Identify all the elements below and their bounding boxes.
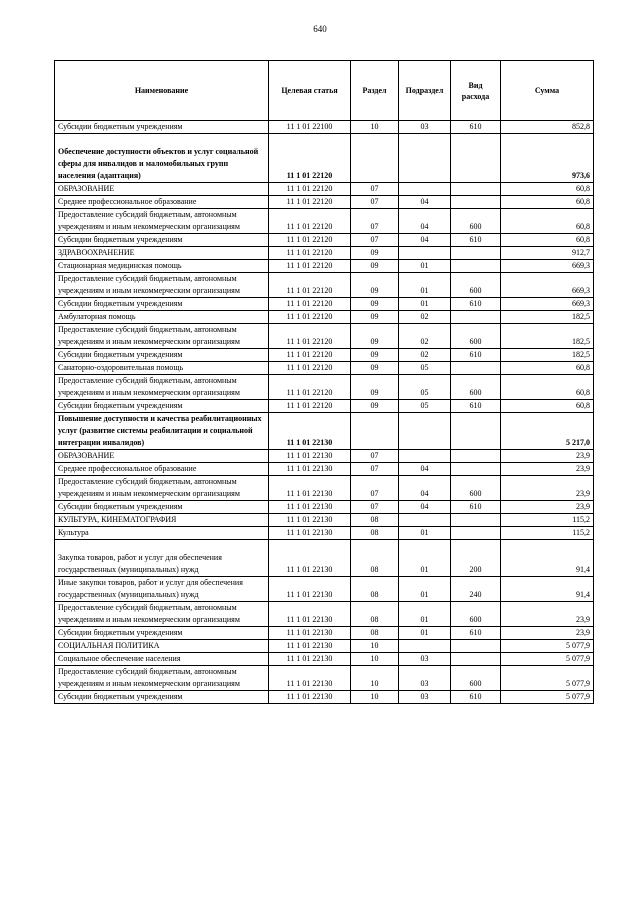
cell-subsection — [399, 640, 451, 653]
table-header-row — [55, 61, 594, 121]
cell-target-article: 11 1 01 22120 — [269, 183, 351, 196]
cell-sum: 23,9 — [501, 627, 594, 640]
cell-expense-type — [451, 463, 501, 476]
cell-section: 07 — [351, 476, 399, 501]
cell-target-article: 11 1 01 22120 — [269, 362, 351, 375]
cell-sum: 60,8 — [501, 400, 594, 413]
cell-subsection — [399, 134, 451, 183]
cell-expense-type: 610 — [451, 234, 501, 247]
cell-name: Предоставление субсидий бюджетным, автономным учреждениям и иным некоммерческим организациям — [55, 666, 269, 691]
cell-name: Санаторно-оздоровительная помощь — [55, 362, 269, 375]
table-row — [55, 640, 594, 653]
cell-expense-type — [451, 311, 501, 324]
table-row — [55, 463, 594, 476]
cell-expense-type — [451, 450, 501, 463]
cell-sum: 60,8 — [501, 362, 594, 375]
cell-name: Амбулаторная помощь — [55, 311, 269, 324]
cell-subsection — [399, 450, 451, 463]
cell-name: Стационарная медицинская помощь — [55, 260, 269, 273]
cell-target-article: 11 1 01 22130 — [269, 666, 351, 691]
cell-target-article: 11 1 01 22120 — [269, 273, 351, 298]
cell-target-article: 11 1 01 22130 — [269, 501, 351, 514]
cell-name: Субсидии бюджетным учреждениям — [55, 501, 269, 514]
table-row — [55, 413, 594, 450]
cell-sum: 60,8 — [501, 375, 594, 400]
cell-subsection: 02 — [399, 324, 451, 349]
cell-expense-type — [451, 362, 501, 375]
header-target-article: Целевая статья — [269, 61, 351, 121]
table-row — [55, 247, 594, 260]
cell-sum: 60,8 — [501, 196, 594, 209]
table-row — [55, 653, 594, 666]
cell-expense-type: 610 — [451, 627, 501, 640]
cell-expense-type: 610 — [451, 121, 501, 134]
cell-section: 09 — [351, 324, 399, 349]
cell-subsection — [399, 247, 451, 260]
cell-subsection: 03 — [399, 666, 451, 691]
cell-section: 07 — [351, 183, 399, 196]
cell-sum: 182,5 — [501, 311, 594, 324]
cell-section: 08 — [351, 577, 399, 602]
cell-subsection: 01 — [399, 602, 451, 627]
cell-expense-type — [451, 247, 501, 260]
cell-name: Среднее профессиональное образование — [55, 196, 269, 209]
cell-sum: 115,2 — [501, 527, 594, 540]
cell-subsection: 02 — [399, 349, 451, 362]
cell-target-article: 11 1 01 22130 — [269, 413, 351, 450]
cell-subsection — [399, 183, 451, 196]
cell-expense-type — [451, 413, 501, 450]
cell-subsection: 05 — [399, 400, 451, 413]
cell-section: 08 — [351, 627, 399, 640]
cell-expense-type — [451, 260, 501, 273]
cell-name: ЗДРАВООХРАНЕНИЕ — [55, 247, 269, 260]
cell-name: Культура — [55, 527, 269, 540]
cell-subsection: 03 — [399, 653, 451, 666]
cell-section: 09 — [351, 247, 399, 260]
cell-section: 09 — [351, 349, 399, 362]
cell-subsection: 04 — [399, 501, 451, 514]
table-row — [55, 362, 594, 375]
cell-name: ОБРАЗОВАНИЕ — [55, 450, 269, 463]
cell-sum: 5 077,9 — [501, 666, 594, 691]
page-number: 640 — [313, 24, 327, 34]
table-row — [55, 234, 594, 247]
cell-sum: 5 217,0 — [501, 413, 594, 450]
cell-expense-type — [451, 196, 501, 209]
cell-sum: 60,8 — [501, 209, 594, 234]
cell-subsection: 01 — [399, 273, 451, 298]
cell-sum: 23,9 — [501, 450, 594, 463]
cell-target-article: 11 1 01 22100 — [269, 121, 351, 134]
cell-target-article: 11 1 01 22130 — [269, 653, 351, 666]
cell-sum: 182,5 — [501, 324, 594, 349]
cell-name: Субсидии бюджетным учреждениям — [55, 298, 269, 311]
cell-section: 08 — [351, 527, 399, 540]
cell-section: 07 — [351, 234, 399, 247]
cell-expense-type: 610 — [451, 400, 501, 413]
table-row — [55, 577, 594, 602]
table-row — [55, 527, 594, 540]
cell-sum: 912,7 — [501, 247, 594, 260]
cell-name: Предоставление субсидий бюджетным, автономным учреждениям и иным некоммерческим организациям — [55, 375, 269, 400]
cell-subsection: 01 — [399, 577, 451, 602]
cell-sum: 669,3 — [501, 298, 594, 311]
cell-section: 07 — [351, 463, 399, 476]
cell-section: 07 — [351, 501, 399, 514]
cell-target-article: 11 1 01 22130 — [269, 577, 351, 602]
cell-sum: 60,8 — [501, 183, 594, 196]
table-row — [55, 209, 594, 234]
cell-target-article: 11 1 01 22120 — [269, 375, 351, 400]
cell-target-article: 11 1 01 22120 — [269, 247, 351, 260]
cell-section: 10 — [351, 653, 399, 666]
cell-subsection: 05 — [399, 362, 451, 375]
cell-expense-type: 240 — [451, 577, 501, 602]
table-row — [55, 476, 594, 501]
cell-sum: 91,4 — [501, 540, 594, 577]
cell-section: 09 — [351, 362, 399, 375]
cell-name: Субсидии бюджетным учреждениям — [55, 349, 269, 362]
cell-name: СОЦИАЛЬНАЯ ПОЛИТИКА — [55, 640, 269, 653]
cell-expense-type — [451, 183, 501, 196]
cell-subsection — [399, 514, 451, 527]
cell-target-article: 11 1 01 22120 — [269, 311, 351, 324]
cell-target-article: 11 1 01 22120 — [269, 400, 351, 413]
table-row — [55, 134, 594, 183]
cell-expense-type: 600 — [451, 324, 501, 349]
cell-target-article: 11 1 01 22130 — [269, 463, 351, 476]
cell-subsection: 04 — [399, 476, 451, 501]
table-body — [55, 121, 594, 704]
header-subsection: Подраздел — [399, 61, 451, 121]
cell-target-article: 11 1 01 22120 — [269, 349, 351, 362]
cell-name: Субсидии бюджетным учреждениям — [55, 121, 269, 134]
cell-subsection: 04 — [399, 209, 451, 234]
cell-expense-type: 600 — [451, 273, 501, 298]
cell-sum: 669,3 — [501, 273, 594, 298]
cell-section: 09 — [351, 375, 399, 400]
cell-subsection: 03 — [399, 121, 451, 134]
cell-target-article: 11 1 01 22120 — [269, 298, 351, 311]
cell-sum: 852,8 — [501, 121, 594, 134]
cell-target-article: 11 1 01 22130 — [269, 514, 351, 527]
cell-section — [351, 134, 399, 183]
cell-sum: 91,4 — [501, 577, 594, 602]
cell-target-article: 11 1 01 22120 — [269, 209, 351, 234]
cell-target-article: 11 1 01 22130 — [269, 691, 351, 704]
cell-sum: 23,9 — [501, 602, 594, 627]
cell-name: Предоставление субсидий бюджетным, автономным учреждениям и иным некоммерческим организациям — [55, 273, 269, 298]
cell-expense-type — [451, 134, 501, 183]
table-row — [55, 666, 594, 691]
table-row — [55, 311, 594, 324]
cell-expense-type: 600 — [451, 476, 501, 501]
cell-subsection — [399, 413, 451, 450]
cell-section: 07 — [351, 209, 399, 234]
cell-section: 08 — [351, 602, 399, 627]
table-row — [55, 375, 594, 400]
cell-expense-type — [451, 653, 501, 666]
cell-name: Субсидии бюджетным учреждениям — [55, 691, 269, 704]
header-section: Раздел — [351, 61, 399, 121]
cell-subsection: 04 — [399, 463, 451, 476]
cell-expense-type: 600 — [451, 666, 501, 691]
table-row — [55, 349, 594, 362]
cell-expense-type: 600 — [451, 209, 501, 234]
cell-subsection: 01 — [399, 260, 451, 273]
cell-name: Предоставление субсидий бюджетным, автономным учреждениям и иным некоммерческим организациям — [55, 209, 269, 234]
cell-section: 10 — [351, 121, 399, 134]
table-row — [55, 260, 594, 273]
budget-table — [54, 60, 594, 704]
cell-target-article: 11 1 01 22130 — [269, 540, 351, 577]
table-row — [55, 450, 594, 463]
cell-target-article: 11 1 01 22120 — [269, 260, 351, 273]
cell-subsection: 01 — [399, 298, 451, 311]
cell-name: Предоставление субсидий бюджетным, автономным учреждениям и иным некоммерческим организациям — [55, 602, 269, 627]
cell-sum: 5 077,9 — [501, 691, 594, 704]
cell-target-article: 11 1 01 22130 — [269, 627, 351, 640]
table-row — [55, 540, 594, 577]
cell-target-article: 11 1 01 22120 — [269, 324, 351, 349]
table-row — [55, 400, 594, 413]
cell-target-article: 11 1 01 22130 — [269, 450, 351, 463]
table-row — [55, 602, 594, 627]
cell-section: 10 — [351, 666, 399, 691]
cell-expense-type — [451, 514, 501, 527]
cell-section: 07 — [351, 196, 399, 209]
cell-sum: 973,6 — [501, 134, 594, 183]
cell-name: Обеспечение доступности объектов и услуг социальной сферы для инвалидов и маломобильных групп населения (адаптация) — [55, 134, 269, 183]
cell-subsection: 03 — [399, 691, 451, 704]
cell-expense-type: 610 — [451, 349, 501, 362]
cell-name: Повышение доступности и качества реабилитационных услуг (развитие системы реабилитации и социальной интеграции инвалидов) — [55, 413, 269, 450]
cell-target-article: 11 1 01 22120 — [269, 234, 351, 247]
cell-sum: 182,5 — [501, 349, 594, 362]
table-row — [55, 183, 594, 196]
cell-section — [351, 413, 399, 450]
header-expense-type: Вид расхода — [451, 61, 501, 121]
cell-expense-type: 610 — [451, 501, 501, 514]
cell-expense-type: 610 — [451, 691, 501, 704]
cell-sum: 115,2 — [501, 514, 594, 527]
cell-section: 10 — [351, 640, 399, 653]
table-row — [55, 501, 594, 514]
cell-section: 09 — [351, 400, 399, 413]
cell-name: ОБРАЗОВАНИЕ — [55, 183, 269, 196]
cell-subsection: 05 — [399, 375, 451, 400]
cell-sum: 669,3 — [501, 260, 594, 273]
cell-name: КУЛЬТУРА, КИНЕМАТОГРАФИЯ — [55, 514, 269, 527]
cell-subsection: 02 — [399, 311, 451, 324]
cell-subsection: 01 — [399, 540, 451, 577]
cell-expense-type — [451, 527, 501, 540]
cell-section: 08 — [351, 540, 399, 577]
cell-name: Субсидии бюджетным учреждениям — [55, 400, 269, 413]
table-row — [55, 324, 594, 349]
cell-subsection: 04 — [399, 234, 451, 247]
header-name: Наименование — [55, 61, 269, 121]
cell-section: 08 — [351, 514, 399, 527]
cell-subsection: 01 — [399, 627, 451, 640]
table-row — [55, 627, 594, 640]
cell-sum: 23,9 — [501, 476, 594, 501]
cell-sum: 5 077,9 — [501, 653, 594, 666]
cell-expense-type: 200 — [451, 540, 501, 577]
cell-target-article: 11 1 01 22130 — [269, 640, 351, 653]
cell-name: Закупка товаров, работ и услуг для обеспечения государственных (муниципальных) нужд — [55, 540, 269, 577]
cell-target-article: 11 1 01 22130 — [269, 602, 351, 627]
cell-target-article: 11 1 01 22130 — [269, 476, 351, 501]
cell-sum: 60,8 — [501, 234, 594, 247]
table-row — [55, 196, 594, 209]
cell-target-article: 11 1 01 22120 — [269, 196, 351, 209]
cell-name: Среднее профессиональное образование — [55, 463, 269, 476]
cell-expense-type: 600 — [451, 375, 501, 400]
cell-target-article: 11 1 01 22120 — [269, 134, 351, 183]
table-row — [55, 691, 594, 704]
table-row — [55, 273, 594, 298]
cell-name: Иные закупки товаров, работ и услуг для обеспечения государственных (муниципальных) нужд — [55, 577, 269, 602]
header-sum: Сумма — [501, 61, 594, 121]
cell-sum: 5 077,9 — [501, 640, 594, 653]
table-row — [55, 514, 594, 527]
cell-section: 09 — [351, 298, 399, 311]
cell-name: Предоставление субсидий бюджетным, автономным учреждениям и иным некоммерческим организациям — [55, 476, 269, 501]
cell-sum: 23,9 — [501, 463, 594, 476]
cell-section: 09 — [351, 311, 399, 324]
cell-section: 07 — [351, 450, 399, 463]
cell-name: Предоставление субсидий бюджетным, автономным учреждениям и иным некоммерческим организациям — [55, 324, 269, 349]
table-row — [55, 121, 594, 134]
cell-target-article: 11 1 01 22130 — [269, 527, 351, 540]
cell-expense-type: 600 — [451, 602, 501, 627]
cell-name: Субсидии бюджетным учреждениям — [55, 234, 269, 247]
cell-section: 09 — [351, 260, 399, 273]
cell-sum: 23,9 — [501, 501, 594, 514]
cell-name: Социальное обеспечение населения — [55, 653, 269, 666]
cell-name: Субсидии бюджетным учреждениям — [55, 627, 269, 640]
cell-subsection: 01 — [399, 527, 451, 540]
cell-section: 09 — [351, 273, 399, 298]
cell-section: 10 — [351, 691, 399, 704]
cell-subsection: 04 — [399, 196, 451, 209]
table-row — [55, 298, 594, 311]
cell-expense-type: 610 — [451, 298, 501, 311]
cell-expense-type — [451, 640, 501, 653]
